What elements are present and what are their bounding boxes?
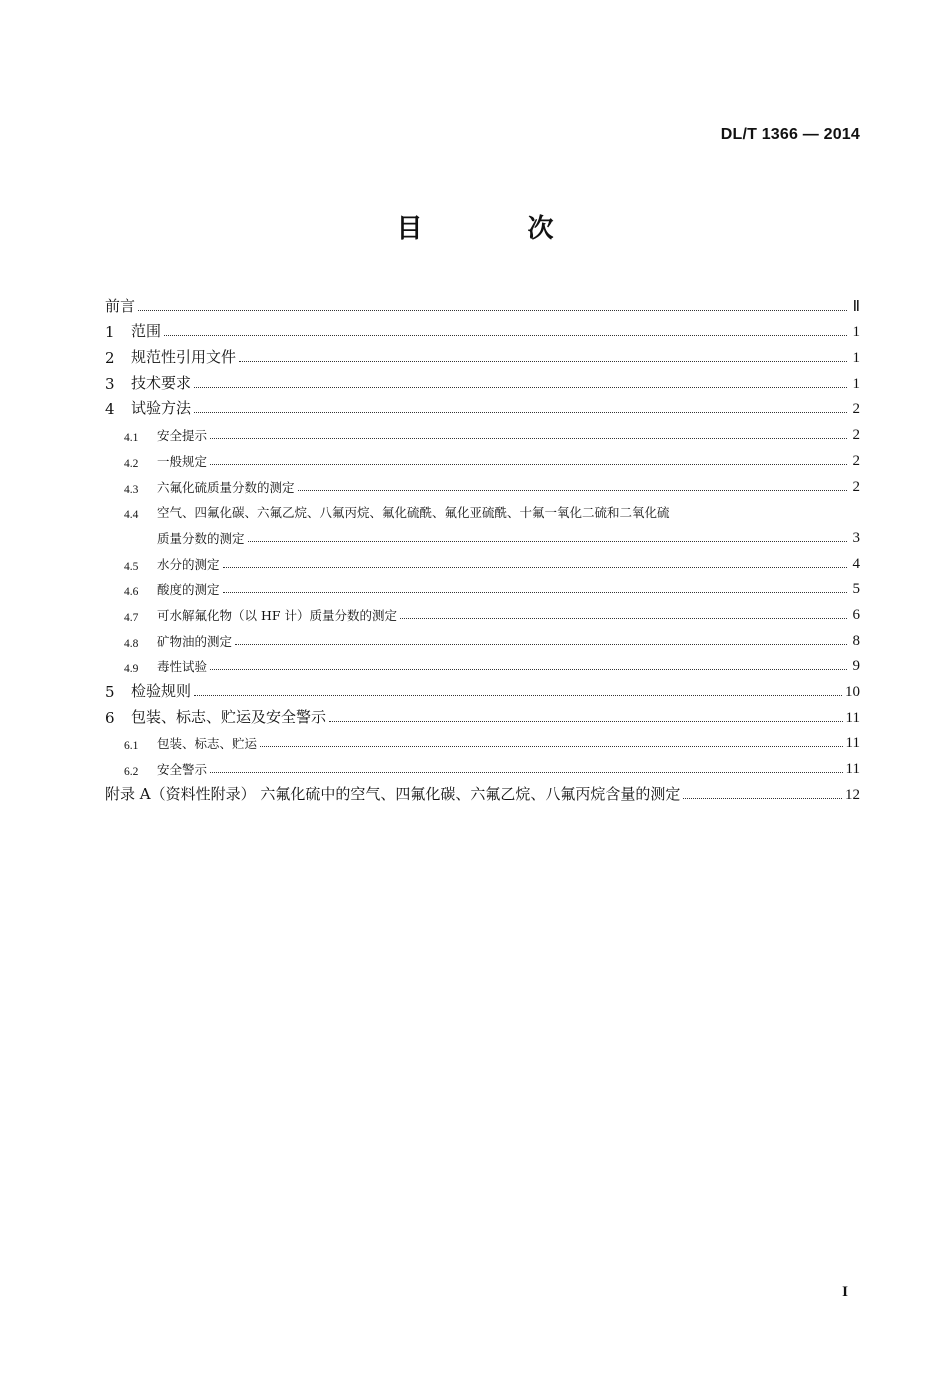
toc-entry-number: 4.4 [124, 509, 139, 522]
toc-entry-page: 2 [852, 478, 860, 495]
toc-entry-number: 6.2 [124, 766, 139, 779]
toc-entry-1[interactable] [105, 316, 860, 342]
toc-entry-number: 4.3 [124, 483, 139, 496]
toc-entry-title: 安全提示 [157, 428, 208, 444]
toc-entry-title: 六氟化硫质量分数的测定 [157, 479, 295, 495]
dot-leader [329, 721, 843, 722]
toc-entry-2[interactable] [105, 341, 860, 367]
toc-entry-number: 4.6 [124, 586, 139, 599]
toc-entry-title: 质量分数的测定 [157, 530, 245, 546]
toc-entry-4-9[interactable] [105, 650, 860, 676]
dot-leader [210, 438, 847, 439]
toc-entry-title: 可水解氟化物（以 HF 计）质量分数的测定 [157, 607, 398, 623]
page-number: I [842, 1284, 848, 1300]
toc-entry-number: 3 [105, 374, 115, 393]
toc-entry-page: 11 [845, 735, 860, 752]
toc-entry-title: 检验规则 [131, 682, 192, 700]
toc-entry-4-1[interactable] [105, 418, 860, 444]
toc-entry-page: 5 [852, 581, 860, 598]
toc-entry-page: 12 [845, 786, 860, 803]
toc-entry-page: 2 [852, 452, 860, 469]
toc-entry-5[interactable] [105, 675, 860, 701]
toc-entry-4-6[interactable] [105, 573, 860, 599]
toc-entry-title: 安全警示 [157, 762, 208, 778]
toc-entry-title: 水分的测定 [157, 556, 220, 572]
toc-entry-6-2[interactable] [105, 752, 860, 778]
toc-entry-title: 范围 [131, 322, 162, 341]
toc-entry-number: 4.9 [124, 663, 139, 676]
toc-entry-title: 酸度的测定 [157, 582, 220, 598]
toc-entry-title: 一般规定 [157, 453, 208, 469]
toc-entry-4-3[interactable] [105, 470, 860, 496]
toc-entry-page: 11 [845, 761, 860, 778]
toc-entry-title: 试验方法 [131, 399, 192, 418]
dot-leader [194, 695, 842, 696]
toc-entry-page: 8 [852, 632, 860, 649]
toc-entry-page: 1 [852, 324, 860, 341]
toc-entry-title: 空气、四氟化碳、六氟乙烷、八氟丙烷、氟化硫酰、氟化亚硫酰、十氟一氧化二硫和二氧化硫 [157, 505, 670, 521]
dot-leader [223, 567, 847, 568]
toc-entry-page: 6 [852, 606, 860, 623]
dot-leader [260, 746, 843, 747]
dot-leader [210, 464, 847, 465]
toc-entry-annex-a[interactable] [105, 778, 860, 804]
toc-entry-number: 1 [105, 323, 115, 342]
toc-entry-foreword[interactable] [105, 290, 860, 316]
toc-entry-page: 2 [852, 401, 860, 418]
toc-entry-4-4-cont[interactable] [105, 521, 860, 547]
dot-leader [223, 592, 847, 593]
toc-entry-3[interactable] [105, 367, 860, 393]
toc-entry-page: 2 [852, 427, 860, 444]
dot-leader [210, 772, 843, 773]
toc-entry-4[interactable] [105, 393, 860, 419]
toc-entry-number: 6 [105, 708, 115, 727]
toc-entry-4-2[interactable] [105, 444, 860, 470]
toc-entry-4-7[interactable] [105, 598, 860, 624]
dot-leader [194, 412, 847, 413]
toc-entry-title: 矿物油的测定 [157, 633, 233, 649]
toc-entry-title: 附录 A（资料性附录） 六氟化硫中的空气、四氟化碳、六氟乙烷、八氟丙烷含量的测定 [105, 784, 681, 803]
toc-entry-number: 5 [105, 683, 115, 701]
dot-leader [239, 361, 847, 362]
toc-entry-title: 规范性引用文件 [131, 348, 237, 367]
dot-leader [235, 644, 847, 645]
toc-entry-number: 2 [105, 349, 115, 368]
toc-entry-4-4[interactable] [105, 496, 860, 522]
dot-leader [138, 310, 847, 311]
toc-entry-page: 4 [852, 555, 860, 572]
dot-leader [164, 335, 847, 336]
dot-leader [194, 387, 847, 388]
toc-entry-4-8[interactable] [105, 624, 860, 650]
toc-entry-6-1[interactable] [105, 727, 860, 753]
toc-entry-page: 1 [852, 375, 860, 392]
dot-leader [400, 618, 847, 619]
toc-entry-title: 包装、标志、贮运 [157, 736, 258, 752]
dot-leader [683, 798, 842, 799]
toc-entry-title: 前言 [105, 296, 136, 315]
toc-entry-title: 毒性试验 [157, 659, 208, 675]
toc-entry-page: 9 [852, 658, 860, 675]
table-of-contents [105, 290, 860, 804]
standard-code: DL/T 1366 — 2014 [720, 126, 860, 143]
toc-entry-number: 4.5 [124, 560, 139, 573]
toc-entry-number: 4.1 [124, 432, 139, 445]
dot-leader [298, 490, 847, 491]
toc-entry-page: 11 [845, 709, 860, 726]
toc-entry-6[interactable] [105, 701, 860, 727]
toc-entry-title: 技术要求 [131, 373, 192, 392]
toc-entry-page: 10 [845, 684, 860, 700]
toc-entry-number: 4.8 [124, 637, 139, 650]
page-title: 目 次 [396, 214, 602, 244]
toc-entry-page: Ⅱ [852, 298, 860, 315]
toc-entry-number: 4.2 [124, 457, 139, 470]
dot-leader [210, 669, 847, 670]
toc-entry-page: 1 [852, 350, 860, 367]
toc-entry-number: 4 [105, 400, 115, 419]
dot-leader [248, 541, 847, 542]
toc-entry-page: 3 [852, 529, 860, 546]
toc-entry-4-5[interactable] [105, 547, 860, 573]
toc-entry-number: 6.1 [124, 740, 139, 753]
toc-entry-title: 包装、标志、贮运及安全警示 [131, 707, 327, 726]
toc-entry-number: 4.7 [124, 611, 139, 624]
